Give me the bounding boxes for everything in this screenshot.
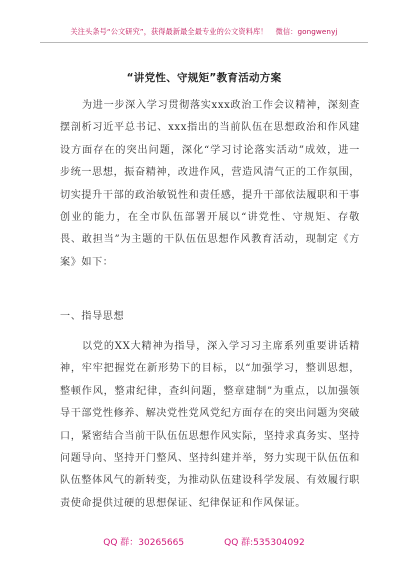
paragraph-guiding-ideology: 以党的XX大精神为指导，深入学习习主席系列重要讲话精神，牢牢把握党在新形势下的目标，以“加强学习，整训思想，整顿作风，整肃纪律，查纠问题，整章建制”为重点，以加强领导干部党性修养、解决党性党风党纪方面存在的突出问题为突破口，紧密结合当前干队伍伍思想作风实际，坚持求真务实、坚持问题导向、坚持开门整风、坚持纠建并举，努力实现干队伍伍和队伍整体风气的新转变，为推动队伍建设科学发展、有效履行职责使命提供过硬的思想保证、纪律保证和作风保证。 — [60, 341, 360, 509]
footer-qq-group-1: QQ 群：30265665 — [103, 538, 185, 548]
header-divider — [40, 42, 368, 43]
paragraph-intro: 为进一步深入学习贯彻落实xxx政治工作会议精神，深刻查摆剖析习近平总书记、xxx指出的当前队伍在思想政治和作风建设方面存在的突出问题，深化“学习讨论落实活动”成效，进一步统一思想，振奋精神，改进作风，营造风清气正的工作氛围，切实提升干部的政治敏锐性和责任感，提升干部依法履职和干事创业的能力，在全市队伍部署开展以“讲党性、守规矩、存敬畏、敢担当”为主题的干队伍伍思想作风教育活动，现制定《方案》如下： — [60, 100, 360, 268]
header-banner — [0, 27, 408, 37]
document-title: “讲党性、守规矩”教育活动方案 — [126, 72, 282, 84]
footer-contact — [0, 535, 408, 548]
banner-wechat-text: 微信：gongwenyj — [275, 27, 338, 36]
section-heading-guiding-ideology: 一、指导思想 — [60, 311, 125, 322]
banner-main-text: 关注头条号“公文研究”，获得最新最全最专业的公文资料库！ — [70, 27, 268, 36]
footer-qq-group-2: QQ 群:535304092 — [224, 538, 305, 548]
